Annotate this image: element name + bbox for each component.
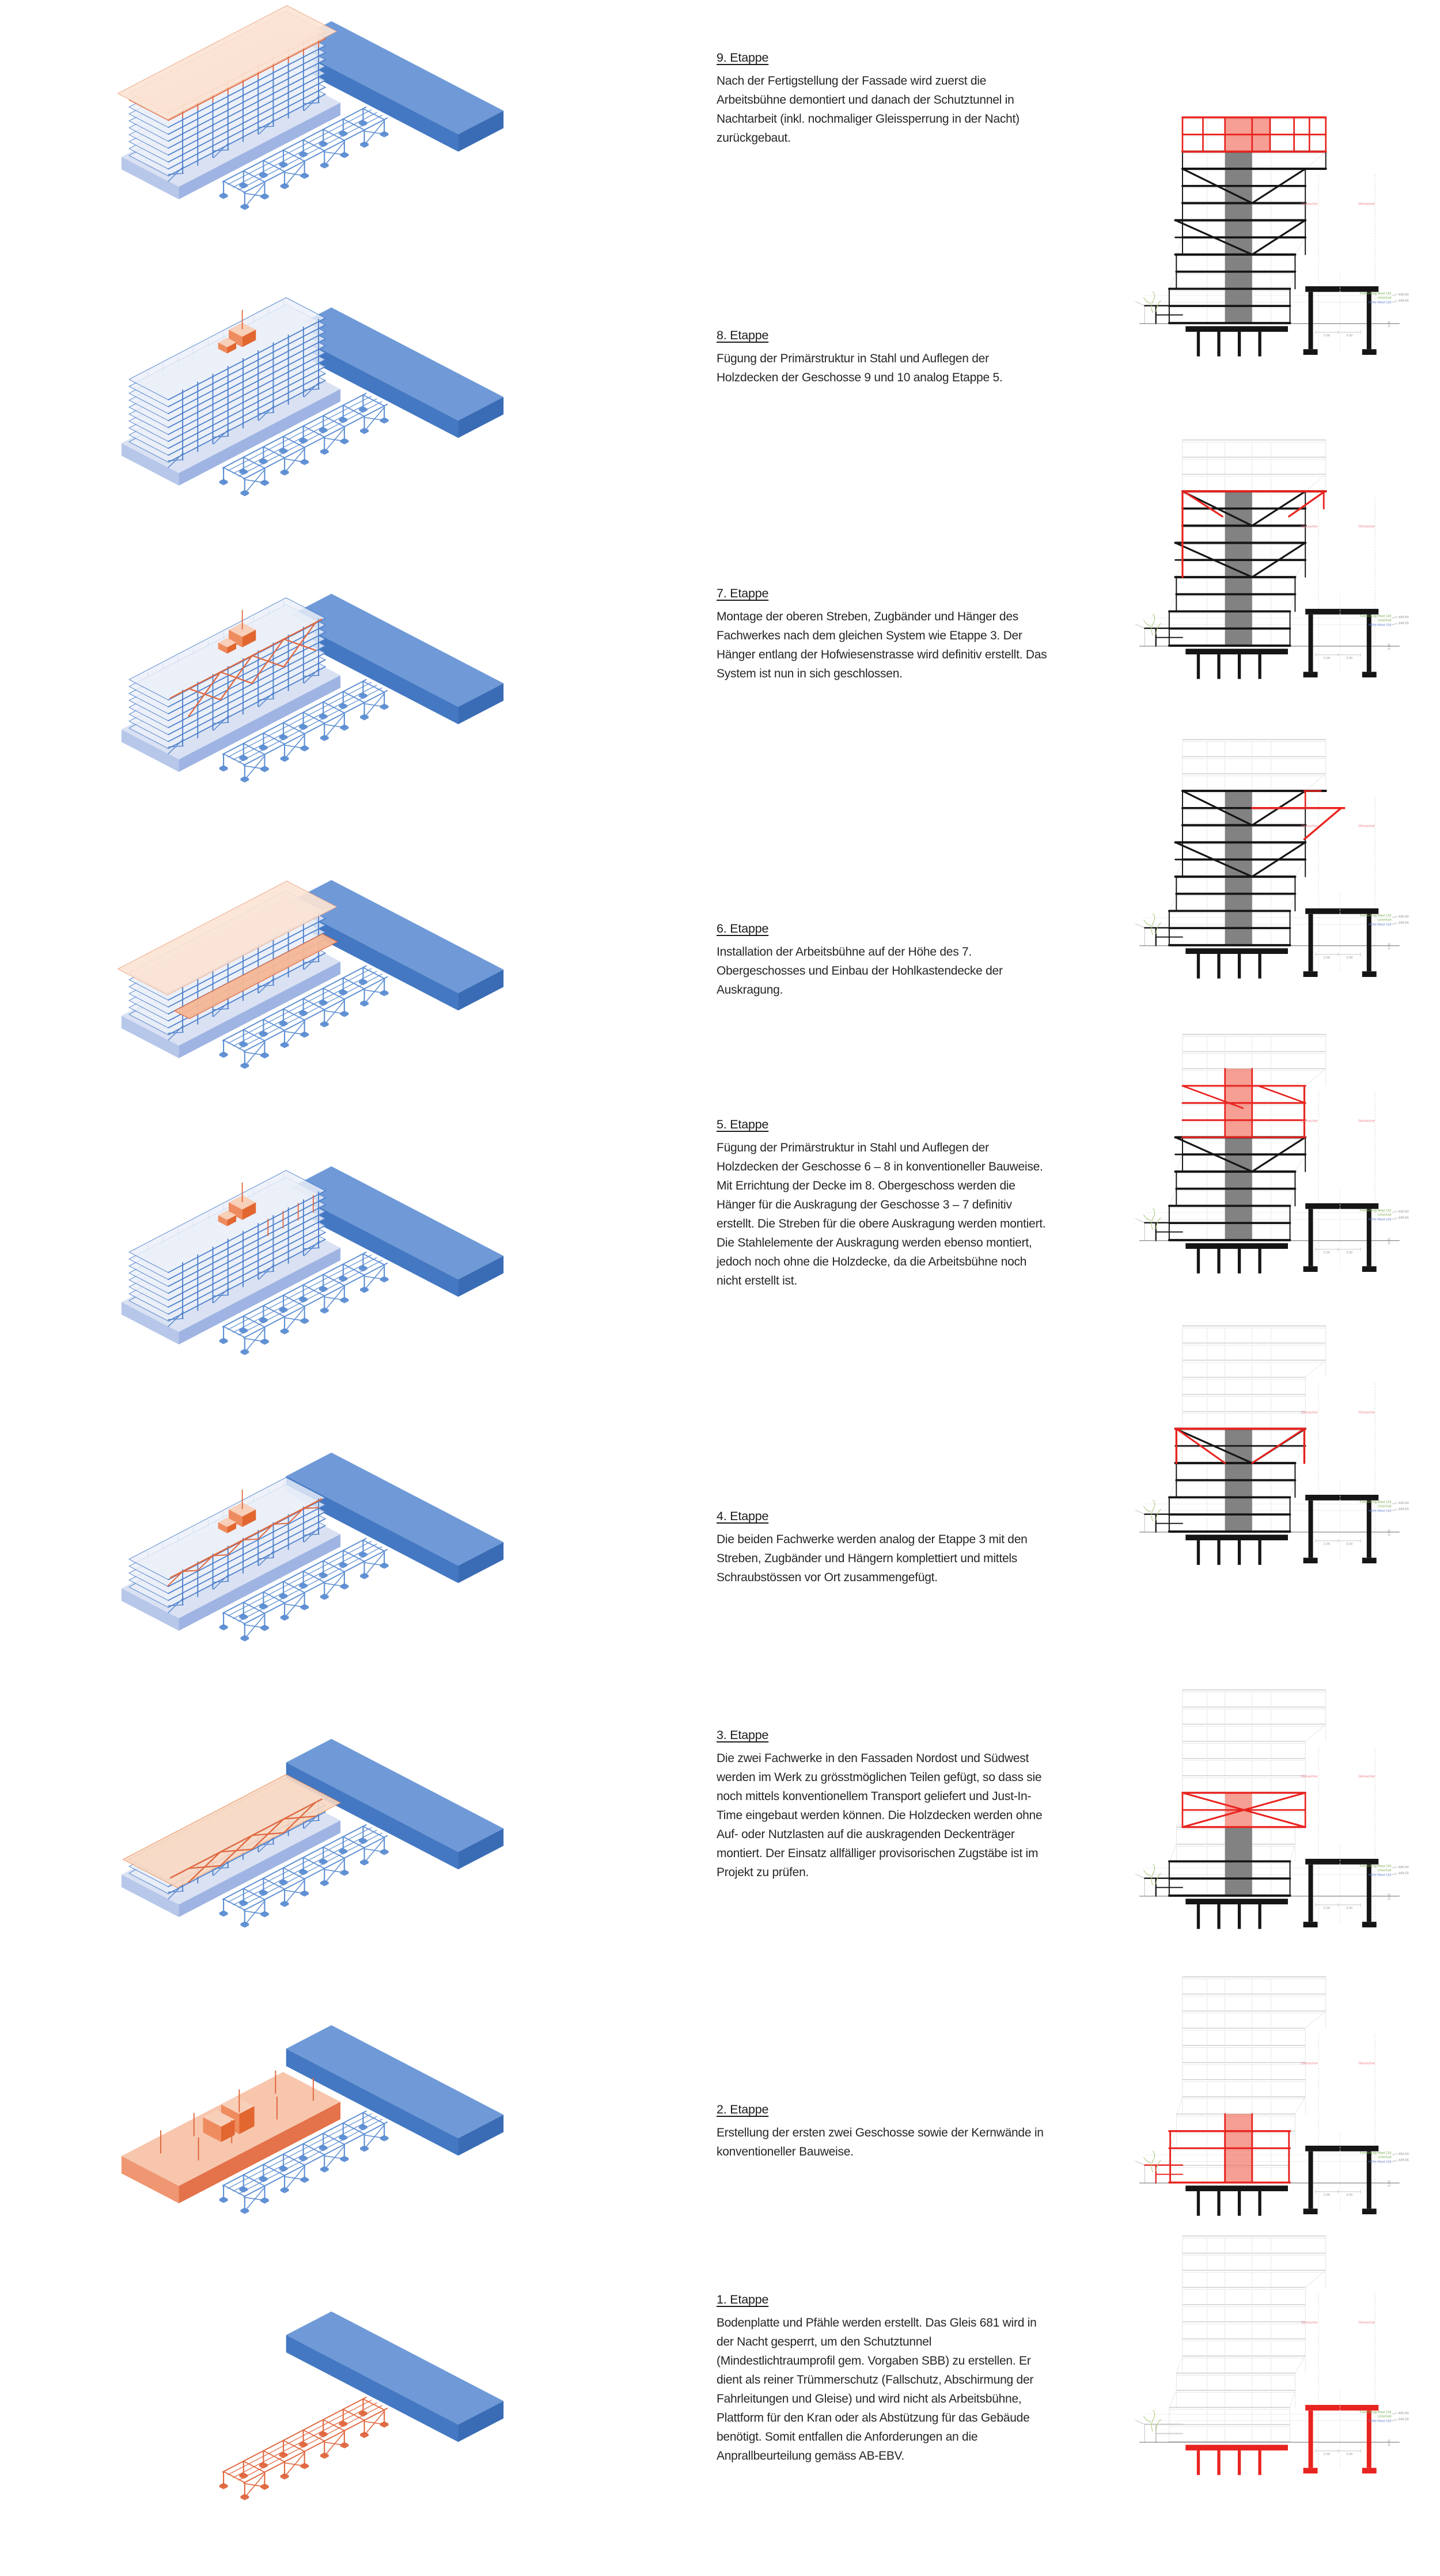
stage-6-illustration bbox=[16, 863, 687, 1143]
svg-text:449.55: 449.55 bbox=[1398, 1507, 1409, 1511]
stage-text-block bbox=[717, 922, 1049, 999]
stage-text-block bbox=[717, 1509, 1049, 1587]
stage-6-section-diagram bbox=[1119, 720, 1420, 986]
stage-text-block bbox=[717, 328, 1049, 387]
svg-text:Gleisachse: Gleisachse bbox=[1301, 1775, 1318, 1779]
svg-text:3.00: 3.00 bbox=[1323, 2194, 1331, 2198]
stage-8-section-diagram bbox=[1119, 98, 1420, 364]
stage-3-illustration bbox=[16, 1722, 687, 2002]
svg-text:430.50: 430.50 bbox=[1398, 293, 1409, 297]
svg-text:Höhe Mast 118: Höhe Mast 118 bbox=[1369, 301, 1392, 305]
stage-title: 6. Etappe bbox=[717, 922, 769, 935]
stage-text-block bbox=[717, 1117, 1049, 1290]
svg-text:Gleisachse: Gleisachse bbox=[1358, 2062, 1375, 2066]
svg-text:Unterhalt: Unterhalt bbox=[1377, 1505, 1392, 1509]
svg-text:9.05: 9.05 bbox=[1388, 942, 1392, 950]
svg-text:3.00: 3.00 bbox=[1346, 2453, 1353, 2457]
section-phasing-diagram bbox=[1119, 1015, 1420, 1281]
isometric-construction-illustration bbox=[16, 291, 687, 571]
svg-text:3.00: 3.00 bbox=[1346, 334, 1353, 338]
stage-1-illustration bbox=[16, 2295, 687, 2575]
svg-text:449.55: 449.55 bbox=[1398, 1216, 1409, 1220]
stage-title: 1. Etappe bbox=[717, 2293, 769, 2306]
svg-text:3.00: 3.00 bbox=[1346, 657, 1353, 661]
svg-text:3.00: 3.00 bbox=[1346, 956, 1353, 960]
svg-text:Höhe Mast 118: Höhe Mast 118 bbox=[1369, 623, 1392, 627]
svg-text:430.50: 430.50 bbox=[1398, 615, 1409, 619]
svg-text:Höhe Mast 118: Höhe Mast 118 bbox=[1369, 2160, 1392, 2164]
stage-title: 2. Etappe bbox=[717, 2103, 769, 2116]
stage-7-illustration bbox=[16, 577, 687, 857]
svg-text:9.05: 9.05 bbox=[1388, 1237, 1392, 1245]
section-phasing-diagram bbox=[1119, 720, 1420, 986]
svg-text:Unterhalt: Unterhalt bbox=[1377, 296, 1392, 300]
svg-text:Fahrleitung Mast 118: Fahrleitung Mast 118 bbox=[1359, 1501, 1392, 1505]
svg-text:Gleisachse: Gleisachse bbox=[1358, 1119, 1375, 1123]
stage-5-illustration bbox=[16, 1150, 687, 1430]
svg-text:Unterhalt: Unterhalt bbox=[1377, 1869, 1392, 1873]
svg-text:Fahrleitung Mast 118: Fahrleitung Mast 118 bbox=[1359, 1209, 1392, 1213]
stage-2-illustration bbox=[16, 2009, 687, 2289]
isometric-construction-illustration bbox=[16, 1150, 687, 1430]
stage-title: 7. Etappe bbox=[717, 586, 769, 600]
svg-text:Gleisachse: Gleisachse bbox=[1301, 202, 1318, 206]
stage-9-illustration bbox=[16, 5, 687, 285]
stage-text-block bbox=[717, 586, 1049, 683]
svg-text:3.00: 3.00 bbox=[1346, 1543, 1353, 1547]
stage-description: Erstellung der ersten zwei Geschosse sowie der Kernwände in konventioneller Bauweise. bbox=[717, 2126, 1044, 2158]
svg-text:Höhe Mast 118: Höhe Mast 118 bbox=[1369, 923, 1392, 927]
svg-text:Gleisachse: Gleisachse bbox=[1301, 2321, 1318, 2325]
stage-description: Die zwei Fachwerke in den Fassaden Nordost und Südwest werden im Werk zu grösstmöglichen Teilen gefügt, so dass sie noch mittels konventionellem Transport geliefert und Just-In-Time eingebaut werden können. Die Holzdecken werden ohne Auf- oder Nutzlasten auf die auskragenden Deckenträger montiert. Der Einsatz allfälliger provisorischen Zugstäbe ist im Projekt zu prüfen. bbox=[717, 1752, 1043, 1879]
section-phasing-diagram bbox=[1119, 2217, 1420, 2483]
svg-text:9.05: 9.05 bbox=[1388, 1893, 1392, 1900]
stage-description: Fügung der Primärstruktur in Stahl und Auflegen der Holzdecken der Geschosse 9 und 10 analog Etappe 5. bbox=[717, 352, 1003, 384]
svg-text:9.05: 9.05 bbox=[1388, 643, 1392, 650]
stage-description: Bodenplatte und Pfähle werden erstellt. Das Gleis 681 wird in der Nacht gesperrt, um den Schutztunnel (Mindestlichtraumprofil gem. Vorgaben SBB) zu erstellen. Er dient als reiner Trümmerschutz (Fallschutz, Abschirmung der Fahrleitungen und Gleise) und wird nicht als Arbeitsbühne, Plattform für den Kran oder als Abstützung für das Gebäude benötigt. Somit entfallen die Anforderungen an die Anprallbeurteilung gemäss AB-EBV. bbox=[717, 2316, 1037, 2463]
section-phasing-diagram bbox=[1119, 98, 1420, 364]
svg-text:430.50: 430.50 bbox=[1398, 1210, 1409, 1214]
isometric-construction-illustration bbox=[16, 2009, 687, 2289]
svg-text:Fahrleitung Mast 118: Fahrleitung Mast 118 bbox=[1359, 914, 1392, 918]
stage-title: 5. Etappe bbox=[717, 1117, 769, 1131]
svg-text:Höhe Mast 118: Höhe Mast 118 bbox=[1369, 1509, 1392, 1513]
svg-text:430.50: 430.50 bbox=[1398, 915, 1409, 919]
svg-text:3.00: 3.00 bbox=[1323, 657, 1331, 661]
svg-text:Höhe Mast 118: Höhe Mast 118 bbox=[1369, 1218, 1392, 1222]
stage-8-illustration bbox=[16, 291, 687, 571]
svg-text:9.05: 9.05 bbox=[1388, 2439, 1392, 2446]
svg-text:Gleisachse: Gleisachse bbox=[1301, 1411, 1318, 1415]
svg-text:Gleisachse: Gleisachse bbox=[1358, 525, 1375, 529]
svg-text:Unterhalt: Unterhalt bbox=[1377, 1213, 1392, 1217]
svg-text:Fahrleitung Mast 118: Fahrleitung Mast 118 bbox=[1359, 615, 1392, 619]
svg-text:449.55: 449.55 bbox=[1398, 921, 1409, 925]
svg-text:3.00: 3.00 bbox=[1346, 1907, 1353, 1911]
stage-1-section-diagram bbox=[1119, 2217, 1420, 2483]
stage-title: 8. Etappe bbox=[717, 328, 769, 342]
stage-title: 9. Etappe bbox=[717, 51, 769, 65]
stage-description: Die beiden Fachwerke werden analog der Etappe 3 mit den Streben, Zugbänder und Hängern komplettiert und mittels Schraubstössen vor Ort zusammengefügt. bbox=[717, 1533, 1028, 1584]
section-phasing-diagram bbox=[1119, 1670, 1420, 1937]
svg-text:3.00: 3.00 bbox=[1323, 2453, 1331, 2457]
isometric-construction-illustration bbox=[16, 577, 687, 857]
svg-text:449.55: 449.55 bbox=[1398, 1872, 1409, 1876]
svg-text:9.05: 9.05 bbox=[1388, 1529, 1392, 1536]
svg-text:449.55: 449.55 bbox=[1398, 299, 1409, 303]
stage-2-section-diagram bbox=[1119, 1957, 1420, 2223]
stage-7-section-diagram bbox=[1119, 421, 1420, 687]
svg-text:430.50: 430.50 bbox=[1398, 1501, 1409, 1505]
svg-text:Gleisachse: Gleisachse bbox=[1301, 525, 1318, 529]
isometric-construction-illustration bbox=[16, 1436, 687, 1716]
svg-text:3.00: 3.00 bbox=[1346, 2194, 1353, 2198]
svg-text:3.00: 3.00 bbox=[1323, 334, 1331, 338]
svg-text:Unterhalt: Unterhalt bbox=[1377, 2415, 1392, 2419]
svg-text:Gleisachse: Gleisachse bbox=[1301, 2062, 1318, 2066]
svg-text:Gleisachse: Gleisachse bbox=[1358, 1411, 1375, 1415]
section-phasing-diagram bbox=[1119, 421, 1420, 687]
svg-text:Höhe Mast 118: Höhe Mast 118 bbox=[1369, 2419, 1392, 2423]
svg-text:Unterhalt: Unterhalt bbox=[1377, 2155, 1392, 2160]
svg-text:Fahrleitung Mast 118: Fahrleitung Mast 118 bbox=[1359, 2151, 1392, 2155]
svg-text:Gleisachse: Gleisachse bbox=[1358, 1775, 1375, 1779]
svg-text:Gleisachse: Gleisachse bbox=[1301, 824, 1318, 828]
svg-text:Fahrleitung Mast 118: Fahrleitung Mast 118 bbox=[1359, 1865, 1392, 1869]
stage-description: Montage der oberen Streben, Zugbänder und Hänger des Fachwerkes nach dem gleichen System wie Etappe 3. Der Hänger entlang der Hofwiesenstrasse wird definitiv erstellt. Das System ist nun in sich geschlossen. bbox=[717, 610, 1047, 680]
svg-text:Fahrleitung Mast 118: Fahrleitung Mast 118 bbox=[1359, 2411, 1392, 2415]
svg-text:9.05: 9.05 bbox=[1388, 320, 1392, 328]
svg-text:Gleisachse: Gleisachse bbox=[1358, 202, 1375, 206]
svg-text:3.00: 3.00 bbox=[1323, 956, 1331, 960]
svg-text:449.55: 449.55 bbox=[1398, 622, 1409, 626]
svg-text:9.05: 9.05 bbox=[1388, 2180, 1392, 2187]
stage-description: Nach der Fertigstellung der Fassade wird zuerst die Arbeitsbühne demontiert und danach der Schutztunnel in Nachtarbeit (inkl. nochmaliger Gleissperrung in der Nacht) zurückgebaut. bbox=[717, 74, 1020, 145]
svg-text:3.00: 3.00 bbox=[1323, 1543, 1331, 1547]
svg-text:Gleisachse: Gleisachse bbox=[1358, 2321, 1375, 2325]
stage-text-block bbox=[717, 2293, 1049, 2465]
stage-description: Fügung der Primärstruktur in Stahl und Auflegen der Holzdecken der Geschosse 6 – 8 in konventioneller Bauweise. Mit Errichtung der Decke im 8. Obergeschoss werden die Hänger für die Auskragung der Geschosse 3 – 7 definitiv erstellt. Die Streben für die obere Auskragung werden montiert. Die Stahlelemente der Auskragung werden ebenso montiert, jedoch noch ohne die Holzdecke, da die Arbeitsbühne noch nicht erstellt ist. bbox=[717, 1141, 1046, 1287]
svg-text:449.55: 449.55 bbox=[1398, 2418, 1409, 2422]
stage-4-illustration bbox=[16, 1436, 687, 1716]
svg-text:Höhe Mast 118: Höhe Mast 118 bbox=[1369, 1873, 1392, 1877]
svg-text:3.00: 3.00 bbox=[1323, 1907, 1331, 1911]
svg-text:Unterhalt: Unterhalt bbox=[1377, 918, 1392, 922]
stage-5-section-diagram bbox=[1119, 1015, 1420, 1281]
svg-text:430.50: 430.50 bbox=[1398, 1865, 1409, 1869]
section-phasing-diagram bbox=[1119, 1957, 1420, 2223]
stage-text-block bbox=[717, 51, 1049, 147]
svg-text:3.00: 3.00 bbox=[1323, 1251, 1331, 1255]
section-phasing-diagram bbox=[1119, 1306, 1420, 1573]
svg-text:Gleisachse: Gleisachse bbox=[1301, 1119, 1318, 1123]
isometric-construction-illustration bbox=[16, 2295, 687, 2575]
stage-3-section-diagram bbox=[1119, 1670, 1420, 1937]
svg-text:430.50: 430.50 bbox=[1398, 2411, 1409, 2415]
stage-text-block bbox=[717, 1728, 1049, 1882]
stage-description: Installation der Arbeitsbühne auf der Höhe des 7. Obergeschosses und Einbau der Hohlkastendecke der Auskragung. bbox=[717, 945, 1003, 997]
isometric-construction-illustration bbox=[16, 1722, 687, 2002]
stage-title: 3. Etappe bbox=[717, 1728, 769, 1742]
svg-text:430.50: 430.50 bbox=[1398, 2152, 1409, 2156]
svg-text:Gleisachse: Gleisachse bbox=[1358, 824, 1375, 828]
stage-title: 4. Etappe bbox=[717, 1509, 769, 1523]
stage-4-section-diagram bbox=[1119, 1306, 1420, 1573]
svg-text:449.55: 449.55 bbox=[1398, 2158, 1409, 2162]
svg-text:Fahrleitung Mast 118: Fahrleitung Mast 118 bbox=[1359, 292, 1392, 296]
svg-text:3.00: 3.00 bbox=[1346, 1251, 1353, 1255]
isometric-construction-illustration bbox=[16, 863, 687, 1143]
isometric-construction-illustration bbox=[16, 5, 687, 285]
svg-text:Unterhalt: Unterhalt bbox=[1377, 619, 1392, 623]
stage-text-block bbox=[717, 2103, 1049, 2161]
